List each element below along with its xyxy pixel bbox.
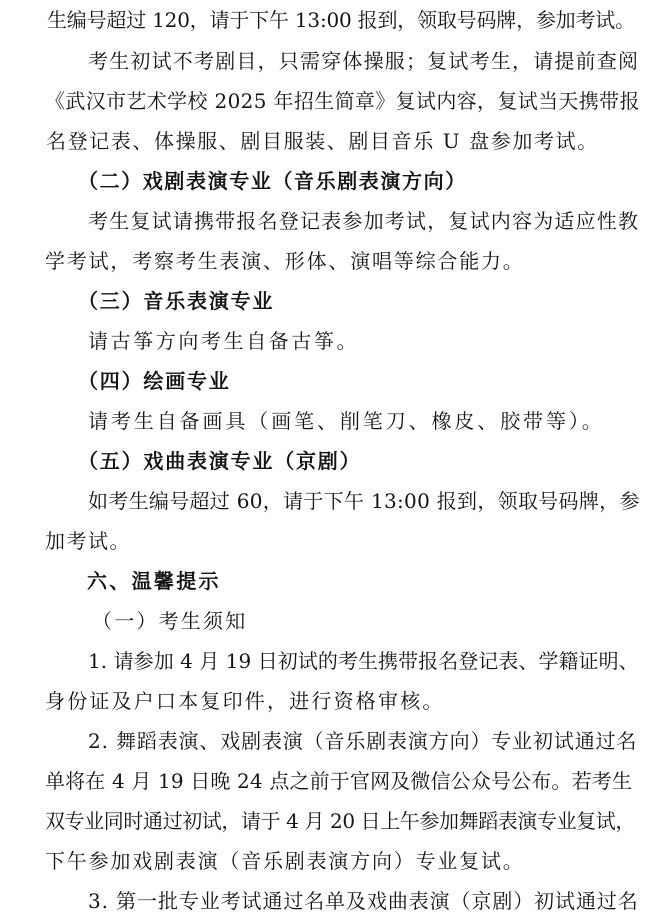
- body-text-line: 请考生自备画具（画笔、削笔刀、橡皮、胶带等）。: [88, 409, 605, 433]
- body-text-line: 身份证及户口本复印件，进行资格审核。: [45, 689, 445, 713]
- body-text-line: 考生复试请携带报名登记表参加考试，复试内容为适应性教: [88, 209, 640, 233]
- body-text-line: 下午参加戏剧表演（音乐剧表演方向）专业复试。: [45, 849, 525, 873]
- section-subheading: （四）绘画专业: [78, 369, 231, 393]
- section-heading: 六、温馨提示: [87, 569, 221, 593]
- body-text-line: 3. 第一批专业考试通过名单及戏曲表演（京剧）初试通过名: [88, 889, 639, 913]
- body-text-line: 请古筝方向考生自备古筝。: [88, 329, 360, 353]
- body-text-line: 《武汉市艺术学校 2025 年招生简章》复试内容，复试当天携带报: [45, 89, 640, 113]
- body-text-line: 如考生编号超过 60，请于下午 13:00 报到，领取号码牌，参: [88, 489, 640, 513]
- body-text-line: 单将在 4 月 19 日晚 24 点之前于官网及微信公众号公布。若考生: [45, 769, 633, 793]
- body-text-line: 双专业同时通过初试，请于 4 月 20 日上午参加舞蹈表演专业复试，: [45, 809, 636, 833]
- body-text-line: 学考试，考察考生表演、形体、演唱等综合能力。: [45, 249, 525, 273]
- section-subheading: （三）音乐表演专业: [78, 289, 275, 313]
- body-text-line: 生编号超过 120，请于下午 13:00 报到，领取号码牌，参加考试。: [47, 8, 635, 32]
- body-text-line: 2. 舞蹈表演、戏剧表演（音乐剧表演方向）专业初试通过名: [88, 729, 638, 753]
- section-subheading: （五）戏曲表演专业（京剧）: [78, 449, 362, 473]
- section-subheading: （一）考生须知: [92, 609, 248, 633]
- body-text-line: 1. 请参加 4 月 19 日初试的考生携带报名登记表、学籍证明、: [88, 649, 639, 673]
- section-subheading: （二）戏剧表演专业（音乐剧表演方向）: [78, 169, 467, 193]
- body-text-line: 加考试。: [45, 529, 131, 553]
- body-text-line: 考生初试不考剧目，只需穿体操服；复试考生，请提前查阅: [88, 49, 640, 73]
- body-text-line: 名登记表、体操服、剧目服装、剧目音乐 U 盘参加考试。: [46, 129, 599, 153]
